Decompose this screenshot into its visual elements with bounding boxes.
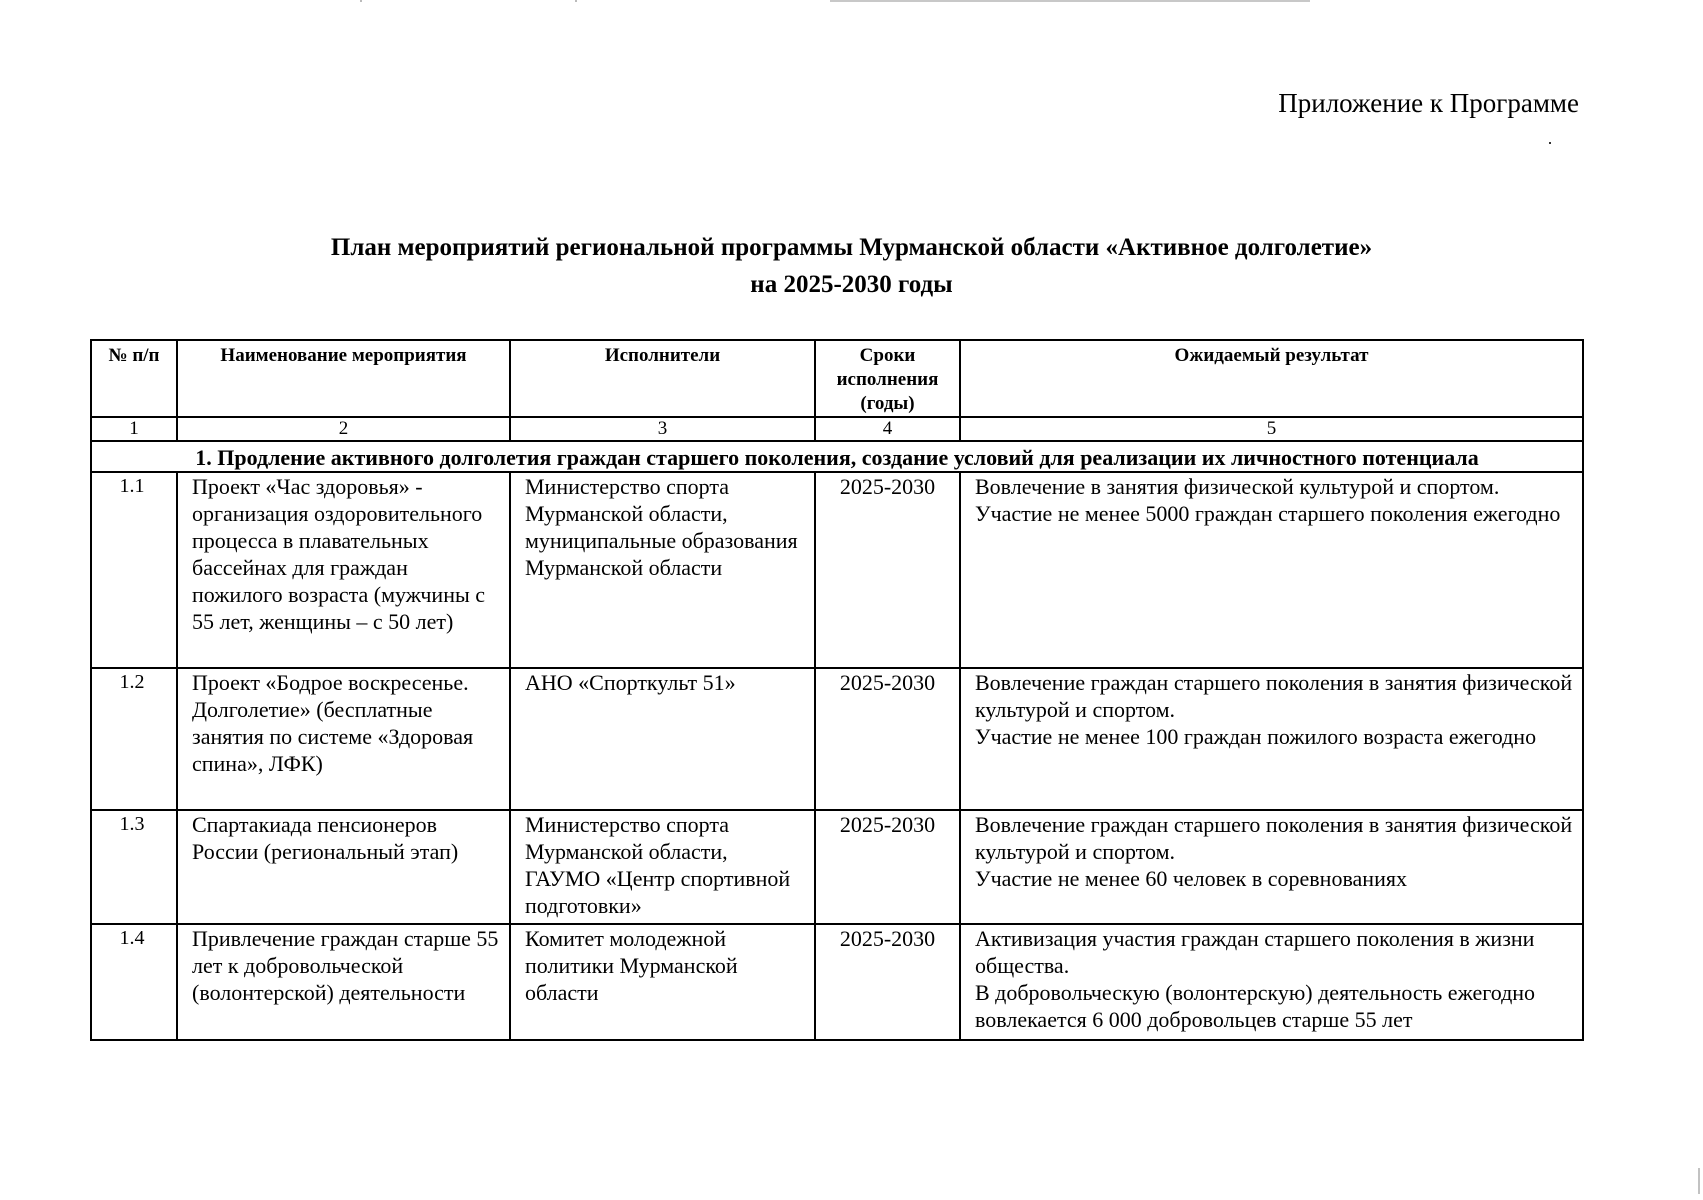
executors: Комитет молодежной политики Мурманской области xyxy=(510,924,815,1040)
column-number: 3 xyxy=(510,417,815,441)
row-number: 1.1 xyxy=(91,472,177,668)
expected-result-line: Вовлечение граждан старшего поколения в занятия физической культурой и спортом. xyxy=(975,670,1573,722)
appendix-label: Приложение к Программе xyxy=(1278,88,1579,118)
expected-result-line: Участие не менее 60 человек в соревнованиях xyxy=(975,866,1407,891)
expected-result-line: В добровольческую (волонтерскую) деятельность ежегодно вовлекается 6 000 добровольцев старше 55 лет xyxy=(975,980,1536,1032)
column-header-executors: Исполнители xyxy=(510,340,815,417)
row-number: 1.2 xyxy=(91,668,177,810)
execution-term: 2025-2030 xyxy=(815,472,960,668)
executors: Министерство спорта Мурманской области, муниципальные образования Мурманской области xyxy=(510,472,815,668)
expected-result xyxy=(960,472,1583,668)
row-number: 1.4 xyxy=(91,924,177,1040)
column-header-name: Наименование мероприятия xyxy=(177,340,510,417)
column-number-row xyxy=(91,417,1583,441)
column-number: 4 xyxy=(815,417,960,441)
execution-term: 2025-2030 xyxy=(815,810,960,924)
section-row xyxy=(91,441,1583,472)
row-number: 1.3 xyxy=(91,810,177,924)
action-plan-table xyxy=(90,339,1584,1041)
expected-result xyxy=(960,924,1583,1040)
expected-result xyxy=(960,668,1583,810)
column-number: 1 xyxy=(91,417,177,441)
scan-edge-mark xyxy=(1698,1168,1700,1194)
expected-result-line: Вовлечение граждан старшего поколения в занятия физической культурой и спортом. xyxy=(975,812,1573,864)
table-row xyxy=(91,472,1583,668)
scan-top-line xyxy=(830,0,1310,2)
column-header-number: № п/п xyxy=(91,340,177,417)
column-header-result: Ожидаемый результат xyxy=(960,340,1583,417)
table-row xyxy=(91,668,1583,810)
table-row xyxy=(91,924,1583,1040)
column-number: 2 xyxy=(177,417,510,441)
section-title: 1. Продление активного долголетия граждан старшего поколения, создание условий для реализации их личностного потенциала xyxy=(91,441,1583,472)
executors: АНО «Спорткульт 51» xyxy=(510,668,815,810)
execution-term: 2025-2030 xyxy=(815,668,960,810)
scan-speck xyxy=(360,0,362,2)
executors: Министерство спорта Мурманской области, ГАУМО «Центр спортивной подготовки» xyxy=(510,810,815,924)
document-title xyxy=(0,229,1703,303)
table-row xyxy=(91,810,1583,924)
event-name: Проект «Бодрое воскресенье. Долголетие» (бесплатные занятия по системе «Здоровая спина», ЛФК) xyxy=(177,668,510,810)
expected-result-line: Вовлечение в занятия физической культурой и спортом. xyxy=(975,474,1500,499)
table-header-row xyxy=(91,340,1583,417)
column-number: 5 xyxy=(960,417,1583,441)
document-title-line-1: План мероприятий региональной программы Мурманской области «Активное долголетие» xyxy=(330,234,1373,261)
execution-term: 2025-2030 xyxy=(815,924,960,1040)
expected-result xyxy=(960,810,1583,924)
expected-result-line: Участие не менее 100 граждан пожилого возраста ежегодно xyxy=(975,724,1537,749)
event-name: Проект «Час здоровья» - организация оздоровительного процесса в плавательных бассейнах для граждан пожилого возраста (мужчины с 55 лет, женщины – с 50 лет) xyxy=(177,472,510,668)
expected-result-line: Активизация участия граждан старшего поколения в жизни общества. xyxy=(975,926,1535,978)
event-name: Спартакиада пенсионеров России (региональный этап) xyxy=(177,810,510,924)
expected-result-line: Участие не менее 5000 граждан старшего поколения ежегодно xyxy=(975,501,1561,526)
column-header-term: Сроки исполнения (годы) xyxy=(815,340,960,417)
scan-speck xyxy=(1549,142,1551,144)
scan-speck xyxy=(575,0,577,2)
event-name: Привлечение граждан старше 55 лет к добровольческой (волонтерской) деятельности xyxy=(177,924,510,1040)
document-title-line-2: на 2025-2030 годы xyxy=(750,271,953,298)
